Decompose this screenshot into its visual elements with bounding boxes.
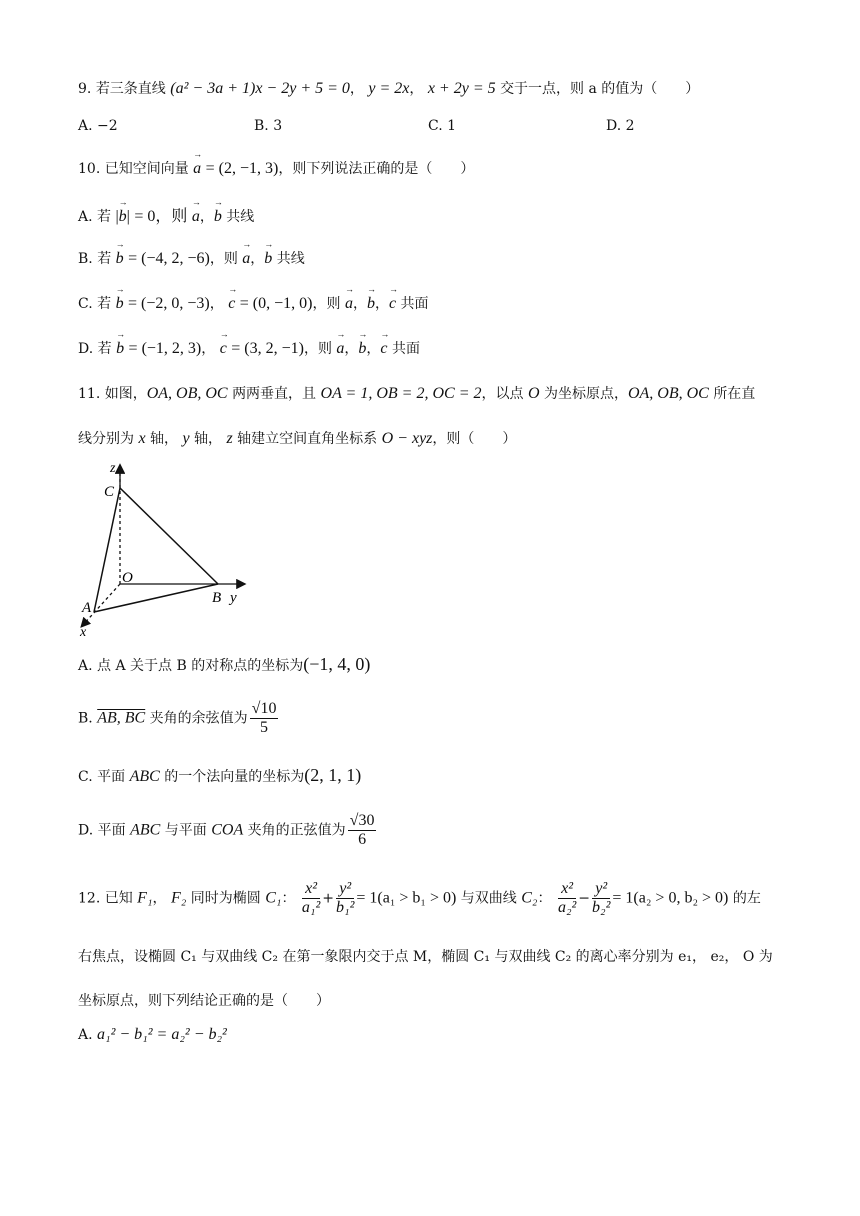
q10-vector-value: = (2, −1, 3)	[205, 160, 279, 177]
q10-b-mid: ，则	[209, 251, 238, 267]
q10-choice-c[interactable]: C. 若 → b = (−2, 0, −3)， → c = (0, −1, 0)，则 → a，→ b，→ c 共面	[78, 293, 800, 313]
q12-number: 12.	[78, 890, 101, 907]
edge-ac	[94, 488, 120, 612]
q10-d-label: D. 若	[78, 341, 112, 357]
q10-c-b: = (−2, 0, −3)	[128, 295, 210, 312]
label-a: A	[82, 600, 92, 616]
q10-c-label: C. 若	[78, 296, 112, 312]
q11-stem-line2: 线分别为 x 轴， y 轴， z 轴建立空间直角坐标系 O − xyz，则（ ）	[78, 430, 517, 447]
q10-choice-a[interactable]: A. 若 |→ b| = 0，则 → a，→ b 共线	[78, 203, 800, 226]
q10-text-post: ，则下列说法正确的是（ ）	[278, 161, 475, 177]
q11-choice-b[interactable]: B. AB, BC 夹角的余弦值为 $\frac{√10}{5}$	[78, 700, 277, 736]
q9-line2: y = 2x	[368, 80, 410, 97]
label-b: B	[212, 590, 222, 606]
q10-d-b: = (−1, 2, 3)	[128, 340, 202, 357]
edge-cb	[120, 488, 218, 584]
q10-b-tail: 共线	[276, 251, 305, 267]
q10-c-tail: 共面	[400, 296, 429, 312]
q10-b-vec: = (−4, 2, −6)	[128, 250, 210, 267]
q10-a-mid: = 0，则	[134, 208, 188, 225]
q10-a-label: A. 若	[78, 209, 112, 225]
q10-choice-d[interactable]: D. 若 → b = (−1, 2, 3)， → c = (3, 2, −1)，则 → a，→ b，→ c 共面	[78, 338, 800, 358]
q9-line3: x + 2y = 5	[427, 80, 496, 97]
label-z: z	[110, 461, 116, 476]
q9-choice-c[interactable]: C. 1	[428, 118, 457, 134]
q10-d-tail: 共面	[391, 341, 420, 357]
q10-c-mid: ，则	[312, 296, 341, 312]
q10-a-tail: 共线	[226, 209, 255, 225]
q11-choice-c[interactable]: C. 平面 ABC 的一个法向量的坐标为(2, 1, 1)	[78, 765, 362, 785]
q10-d-c: = (3, 2, −1)	[231, 340, 304, 357]
label-x: x	[80, 625, 87, 640]
label-y: y	[230, 590, 237, 606]
q10-d-mid: ，则	[303, 341, 332, 357]
q9-stem: 9. 若三条直线 (a² − 3a + 1)x − 2y + 5 = 0， y = 2x， x + 2y = 5 交于一点，则 a 的值为（ ）	[78, 80, 700, 97]
q9-text-post: 交于一点，则 a 的值为（ ）	[500, 81, 700, 97]
q10-a-abs: |→ b|	[115, 208, 129, 225]
q9-number: 9.	[78, 81, 92, 97]
q9-line1: (a² − 3a + 1)x − 2y + 5 = 0	[170, 80, 350, 97]
label-c: C	[104, 484, 115, 500]
q12-stem-line2: 右焦点，设椭圆 C₁ 与双曲线 C₂ 在第一象限内交于点 M，椭圆 C₁ 与双曲线 C₂ 的离心率分别为 e₁， e₂， O 为	[78, 949, 773, 965]
q11-stem-line1: 11. 如图，OA, OB, OC 两两垂直，且 OA = 1, OB = 2, OC = 2，以点 O 为坐标原点，OA, OB, OC 所在直	[78, 385, 756, 402]
q10-stem	[78, 158, 800, 178]
vector-a: → a	[193, 160, 201, 178]
q12-stem-line1: 12. 已知 F₁， F₂ 同时为椭圆 C₁： $\frac{\text{x²}}{\text{a₁²}}$ + $\frac{\text{y²}}{\text{b₁²}}$ = 1(a₁ > b₁ > 0) 与双曲线 C₂： $\frac{\text{x²}}{\text{a₂²}}$ − $\frac{\text{y²}}{\text{b₂²}}$ = 1(a₂ > 0, b₂ > 0) 的左	[78, 880, 761, 916]
label-o: O	[122, 570, 133, 586]
q10-c-c: = (0, −1, 0)	[239, 295, 313, 312]
q9-choice-b[interactable]: B. 3	[254, 118, 283, 134]
q11-number: 11.	[78, 386, 101, 402]
q10-b-label: B. 若	[78, 251, 112, 267]
edge-ab	[94, 584, 218, 612]
q10-number: 10.	[78, 161, 101, 177]
q11-choice-a[interactable]: A. 点 A 关于点 B 的对称点的坐标为(−1, 4, 0)	[78, 654, 371, 674]
q10-text-pre: 已知空间向量	[104, 161, 189, 177]
q11-choice-d[interactable]: D. 平面 ABC 与平面 COA 夹角的正弦值为 $\frac{√30}{6}$	[78, 812, 375, 848]
q9-choice-d[interactable]: D. 2	[606, 118, 635, 134]
q9-choice-a[interactable]: A. −2	[78, 118, 118, 134]
q9-text-pre: 若三条直线	[95, 81, 166, 97]
q12-choice-a[interactable]: A. a₁² − b₁² = a₂² − b₂²	[78, 1026, 227, 1043]
q10-choice-b[interactable]: B. 若 → b = (−4, 2, −6)，则 → a，→ b 共线	[78, 248, 800, 268]
q12-stem-line3: 坐标原点，则下列结论正确的是（ ）	[78, 993, 330, 1009]
coordinate-figure	[74, 458, 264, 640]
